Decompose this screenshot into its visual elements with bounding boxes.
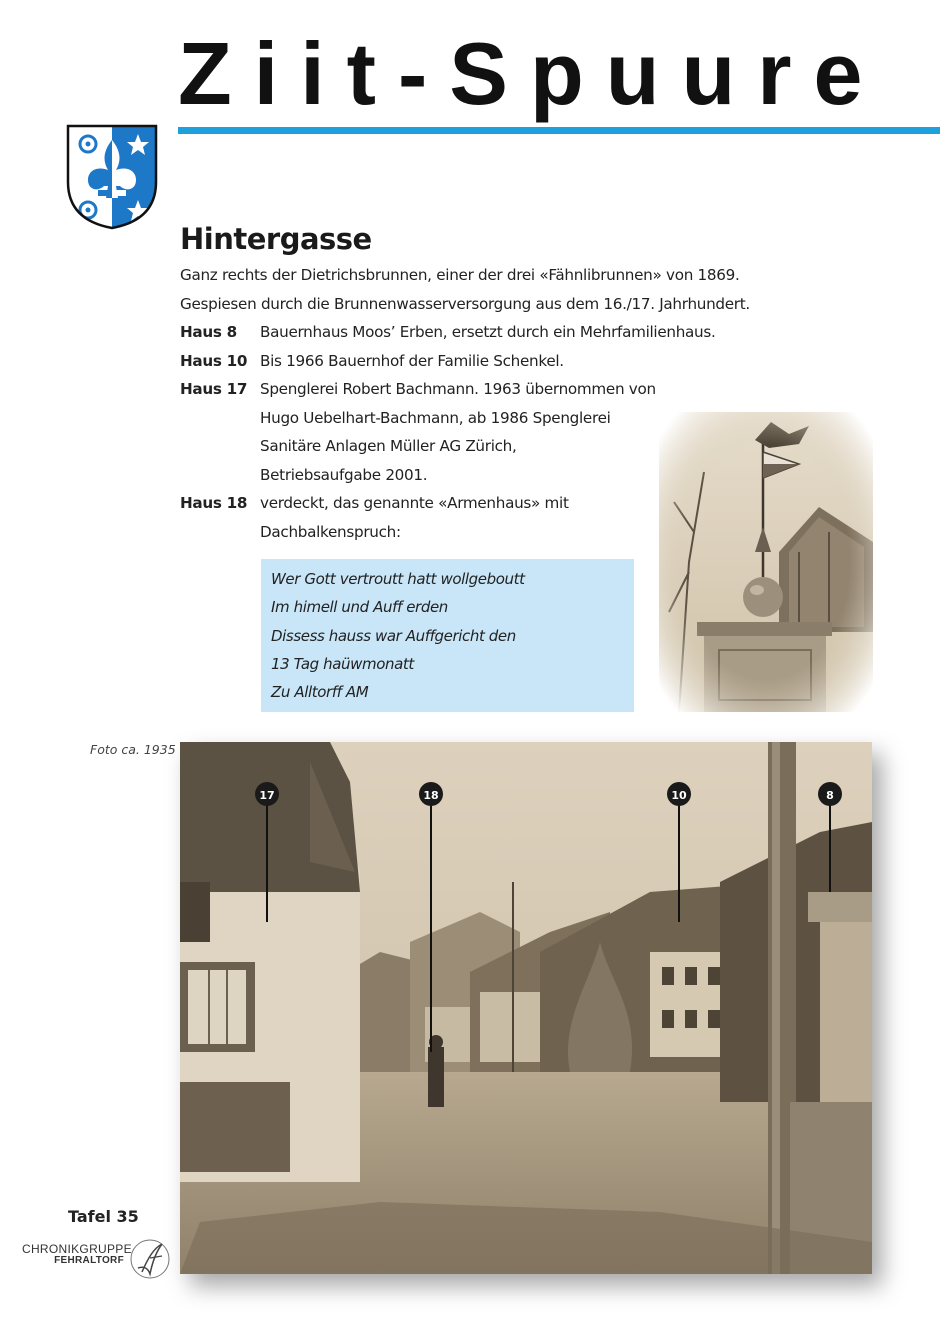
house-entry-17	[180, 375, 680, 489]
page-heading: Hintergasse	[180, 222, 372, 256]
photo-marker-17: 17	[259, 789, 275, 802]
quote-line: Im himell und Auff erden	[271, 598, 448, 617]
house-label: Haus 8	[180, 323, 237, 341]
house-description: Sanitäre Anlagen Müller AG Zürich,	[260, 437, 517, 455]
house-entry-8	[180, 318, 716, 347]
intro-text	[180, 261, 800, 318]
quote-line: Zu Alltorff AM	[271, 683, 369, 702]
quote-line: Dissess hauss war Auffgericht den	[271, 626, 516, 645]
fountain-detail-photo	[659, 412, 873, 712]
house-description: Hugo Uebelhart-Bachmann, ab 1986 Spenglerei	[260, 408, 611, 427]
signature-logo-icon	[128, 1238, 172, 1280]
house-description: verdeckt, das genannte «Armenhaus» mit	[260, 494, 569, 512]
intro-line: Ganz rechts der Dietrichsbrunnen, einer der drei «Fähnlibrunnen» von 1869.	[180, 266, 740, 284]
quote-line: 13 Tag haüwmonatt	[271, 654, 414, 673]
quote-line: Wer Gott vertroutt hatt wollgeboutt	[271, 570, 525, 588]
house-description: Bauernhaus Moos’ Erben, ersetzt durch ein Mehrfamilienhaus.	[260, 323, 716, 341]
plate-number: Tafel 35	[68, 1207, 139, 1226]
house-description: Dachbalkenspruch:	[260, 522, 401, 541]
coat-of-arms-icon	[66, 124, 158, 230]
photo-marker-18: 18	[423, 789, 439, 802]
house-description: Spenglerei Robert Bachmann. 1963 übernommen von	[260, 380, 656, 398]
house-entry-10	[180, 347, 680, 376]
masthead-title: Ziit-Spuure	[178, 24, 885, 123]
house-label: Haus 10	[180, 351, 248, 370]
house-label: Haus 18	[180, 494, 248, 512]
beam-inscription-quote	[261, 559, 634, 712]
house-entry-18	[180, 489, 680, 546]
org-name-line1: CHRONIKGRUPPE	[22, 1242, 132, 1256]
historic-street-photo	[180, 742, 872, 1274]
photo-marker-10: 10	[671, 789, 687, 802]
org-logo-text	[22, 1242, 132, 1266]
intro-line: Gespiesen durch die Brunnenwasserversorgung aus dem 16./17. Jahrhundert.	[180, 294, 750, 313]
header-rule	[178, 127, 940, 134]
photo-marker-8: 8	[826, 789, 834, 802]
house-list	[180, 318, 716, 546]
house-description: Bis 1966 Bauernhof der Familie Schenkel.	[260, 351, 564, 370]
photo-caption: Foto ca. 1935	[90, 742, 176, 757]
house-description: Betriebsaufgabe 2001.	[260, 465, 428, 484]
org-name-line2: FEHRALTORF	[54, 1254, 124, 1266]
house-label: Haus 17	[180, 380, 248, 398]
